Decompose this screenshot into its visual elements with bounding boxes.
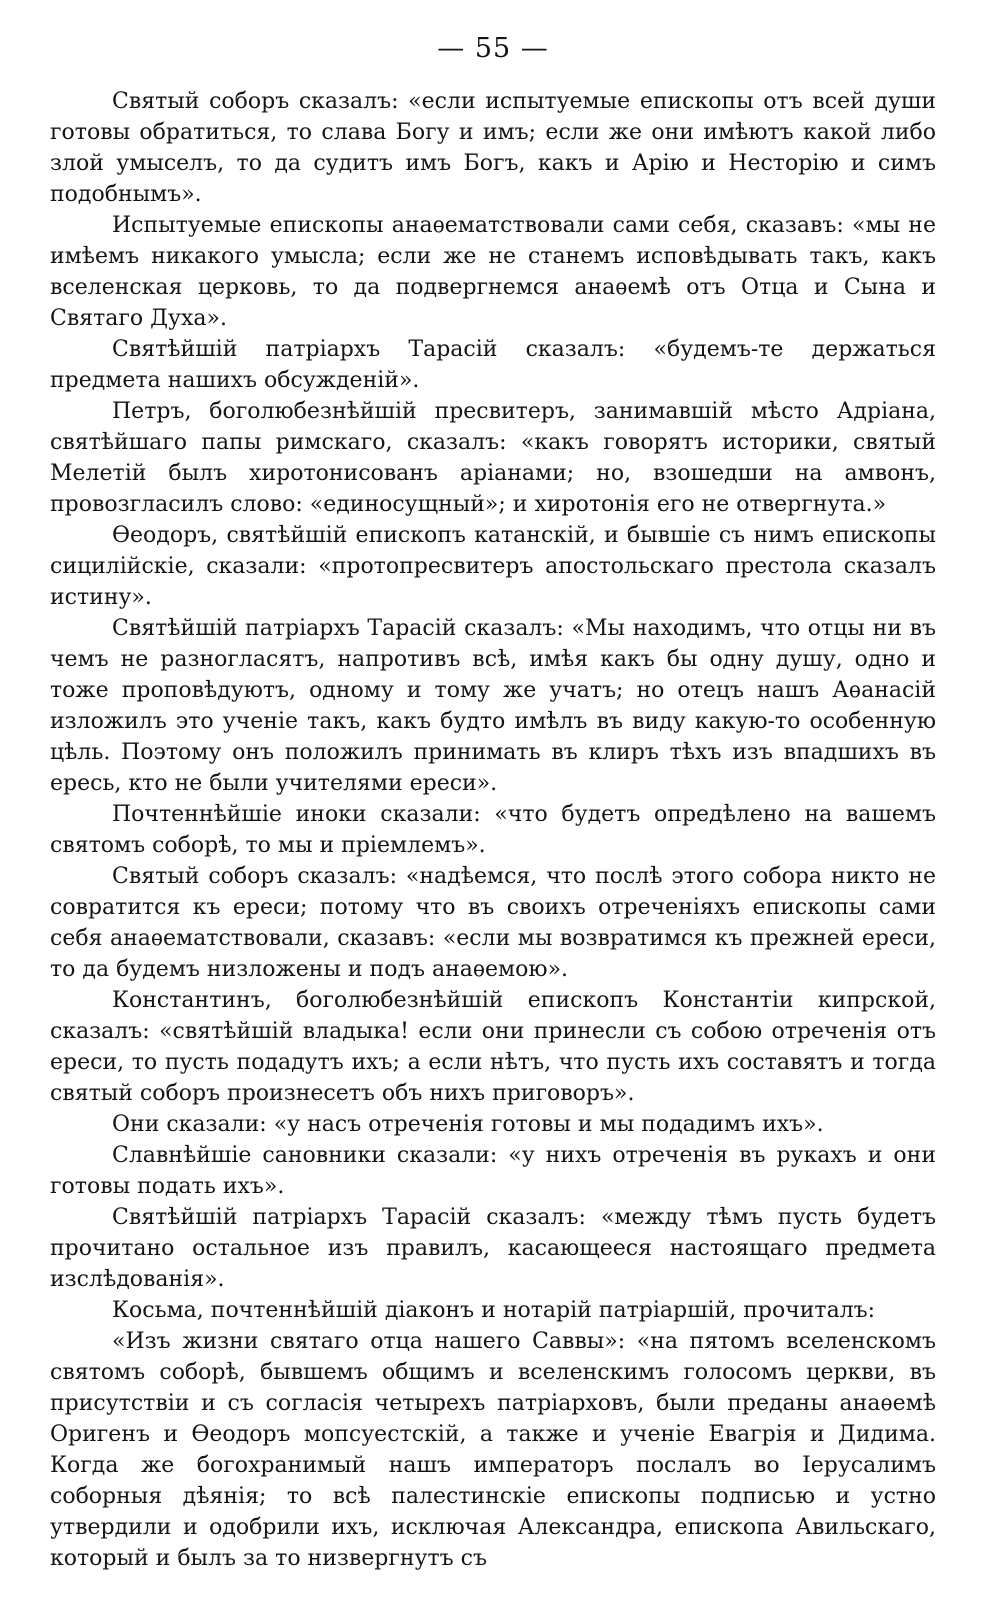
paragraph: Косьма, почтеннѣйшій діаконъ и нотарій патріаршій, прочиталъ: [112,1298,876,1323]
page-number: — 55 — [437,33,549,64]
paragraph: «Изъ жизни святаго отца нашего Саввы»: «на пятомъ вселенскомъ святомъ соборѣ, бывшемъ общимъ и вселенскимъ голосомъ церкви, въ присутствіи и съ согласія четырехъ патріарховъ, были преданы анаѳемѣ Оригенъ и Ѳеодоръ мопсуестскій, а также и ученіе Евагрія и Дидима. Когда же богохранимый нашъ императоръ послалъ во Іерусалимъ соборныя дѣянія; то всѣ палестинскіе епископы подписью и устно утвердили и одобрили ихъ, исключая Александра, епископа Авильскаго, который и былъ за то низвергнутъ съ [50,1329,936,1571]
paragraph: Почтеннѣйшіе иноки сказали: «что будетъ опредѣлено на вашемъ святомъ соборѣ, то мы и пріемлемъ». [50,802,936,858]
paragraph: Они сказали: «у насъ отреченія готовы и мы подадимъ ихъ». [112,1112,824,1137]
page-body [50,86,936,1574]
paragraph: Петръ, боголюбезнѣйшій пресвитеръ, занимавшій мѣсто Адріана, святѣйшаго папы римскаго, сказалъ: «какъ говорятъ историки, святый Мелетій былъ хиротонисованъ аріанами; но, взошедши на амвонъ, провозгласилъ слово: «единосущный»; и хиротонія его не отвергнута.» [50,399,936,517]
paragraph: Ѳеодоръ, святѣйшій епископъ катанскій, и бывшіе съ нимъ епископы сицилійскіе, сказали: «протопресвитеръ апостольскаго престола сказалъ истину». [50,523,936,610]
paragraph: Испытуемые епископы анаѳематствовали сами себя, сказавъ: «мы не имѣемъ никакого умысла; если же не станемъ исповѣдывать такъ, какъ вселенская церковь, то да подвергнемся анаѳемѣ отъ Отца и Сына и Святаго Духа». [50,213,936,331]
paragraph: Святѣйшій патріархъ Тарасій сказалъ: «будемъ-те держаться предмета нашихъ обсужденій». [50,337,936,393]
book-page [50,30,936,1574]
paragraph: Константинъ, боголюбезнѣйшій епископъ Константіи кипрской, сказалъ: «святѣйшій владыка! если они принесли съ собою отреченія отъ ереси, то пусть подадутъ ихъ; а если нѣтъ, что пусть ихъ составятъ и тогда святый соборъ произнесетъ объ нихъ приговоръ». [50,988,936,1106]
paragraph: Святый соборъ сказалъ: «надѣемся, что послѣ этого собора никто не совратится къ ереси; потому что въ своихъ отреченіяхъ епископы сами себя анаѳематствовали, сказавъ: «если мы возвратимся къ прежней ереси, то да будемъ низложены и подъ анаѳемою». [50,864,936,982]
paragraph: Святѣйшій патріархъ Тарасій сказалъ: «между тѣмъ пусть будетъ прочитано остальное изъ правилъ, касающееся настоящаго предмета изслѣдованія». [50,1205,936,1292]
paragraph: Славнѣйшіе сановники сказали: «у нихъ отреченія въ рукахъ и они готовы подать ихъ». [50,1143,936,1199]
paragraph: Святѣйшій патріархъ Тарасій сказалъ: «Мы находимъ, что отцы ни въ чемъ не разногласятъ, напротивъ всѣ, имѣя какъ бы одну душу, одно и тоже проповѣдуютъ, одному и тому же учатъ; но отецъ нашъ Аѳанасій изложилъ это ученіе такъ, какъ будто имѣлъ въ виду какую-то особенную цѣль. Поэтому онъ положилъ принимать въ клиръ тѣхъ изъ впадшихъ въ ересь, кто не были учителями ереси». [50,616,936,796]
paragraph: Святый соборъ сказалъ: «если испытуемые епископы отъ всей души готовы обратиться, то слава Богу и имъ; если же они имѣютъ какой либо злой умыселъ, то да судитъ имъ Богъ, какъ и Арію и Несторію и симъ подобнымъ». [50,89,936,207]
